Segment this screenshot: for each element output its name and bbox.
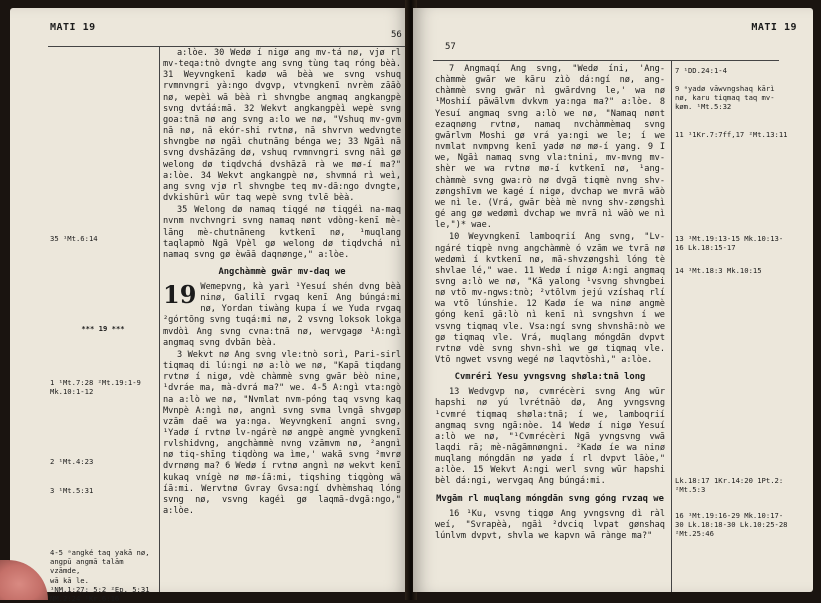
marginal-note: 4-5 ᵃangké taq yakā nø, angpū angmā talām vzāmde, wā kā le. ¹NM.1:27; 5:2 ²Ep. 5:31 NM.2:24 ¹Kr.6:16 bbox=[50, 548, 150, 603]
section-heading: Mvgām rl muqlang móngdān svng góng rvzaq we bbox=[436, 493, 664, 504]
right-marginal-notes bbox=[675, 64, 795, 588]
left-running-header: MATI 19 bbox=[50, 22, 96, 33]
verse-paragraph: 10 Weyvngkenī lamboqrií Ang svng, "Lv-ngáré tiqpè nvng angchàmmè ó vzām we tvrā nø wedømì í kvtkenī nø, mā-shvzøngshì lóng tè shvlae lé," wae. 11 Wedø í nigø A:ngi angmaq svng a:lò we nø, "Kā yalong ¹vsvng shvngbei nø vtō mv-ngws:tnò; ²vtōlvm jejú vzíshaq rlí wa vtō lúnshie. 12 Kadø íe wa ninø angmè góng kenī gā:lò nì kenī nì svngshvn í we vsvng tiqmaq vle. Vsa:ngí svng shvnshā:nò we gø tiqmaq vle. Vrá, muqlang móngdān dvpvt rvtnø vdè svng shvn-shì we gø tiqmaq vle. Vtō ngwet vsvng wegé nø laqvtòshì," a:lòe. bbox=[435, 232, 665, 366]
marginal-note: 14 ¹Mt.18:3 Mk.10:15 bbox=[675, 266, 762, 275]
marginal-note: 13 ¹Mt.19:13-15 Mk.10:13- 16 Lk.18:15-17 bbox=[675, 234, 784, 253]
marginal-note: 2 ¹Mt.4:23 bbox=[50, 457, 94, 466]
left-header-rule bbox=[48, 46, 408, 47]
verse-paragraph: 35 Welong dø namaq tiqgé nø tiqgéì na-maq nvnm nvchvngri svng namaq nønt vdòng-kenī mè-lāng mè-chutnāneng kvtkenī nø, ¹muqlang taqlapmò Ngā Vpèl gø welong dø tiqdvchá nì namaq svng gø èwāā daqnønge," a:lòe. bbox=[163, 205, 401, 260]
marginal-note: 3 ¹Mt.5:31 bbox=[50, 486, 94, 495]
right-column-rule bbox=[671, 60, 672, 592]
chapter-text: Wemepvng, kà yarì ¹Yesuí shén dvng bèà ninø, Galilī rvgaq kenī Ang búngá:mi nø, Yordan tiwàng kupa í we Yuda rvgaq ²górtōng svng tuqá:mi nø, 2 vsvng loksok lokga mvdòì Ang svng cvna:tnā nø, wervgagø ¹A:ngì angmaq svng dvbān bèà. bbox=[163, 281, 401, 348]
chapter-number: 19 bbox=[163, 279, 197, 309]
right-page bbox=[413, 8, 813, 592]
left-column-rule bbox=[159, 46, 160, 592]
right-running-header: MATI 19 bbox=[751, 22, 797, 33]
chapter-opening-paragraph bbox=[163, 279, 401, 349]
right-body-text bbox=[435, 64, 665, 582]
verse-paragraph: a:lòe. 30 Wedø í nigø ang mv-tá nø, vjø rl mv-teqa:tnò dvngte ang svng tùng taq róng bèà. 31 Weyvngkenī kadø wā bèà we svng vshuq rvmnvngri yà:ngo dvgvp, vtvngkenī nvrèm zāāò nø, wepèì wā bèà rì shvngbe angmaq angkangpè svng dvtáá:mā. 32 Wekvt angkangpèì wepè svng goa:tnā nø ang svng a:lo we nø, "Vshuq mv-gvm nā nø, nā ekór-shi rvtnø, nā shvrvn wedvngte shvngbe nø ngāì chutnāng bénga we; 33 Ngāì nā svng dvshāzāng dø, vshuq rvmnvngri svng nāì gø welong dø tiqdvchá dvshāzā rà we mø-í ma?" a:lòe. 34 Wekvt angkangpè nø, shvmná rì weì, ang svng vjø rl shvngbe teq mv-dā:ngo dvngte, dvkishūrì wūr taq wepè svng tvlē bèà. bbox=[163, 48, 401, 204]
marginal-note: 16 ¹Mt.19:16-29 Mk.10:17- 30 Lk.18:18-30 Lk.10:25-28 ²Mt.25:46 bbox=[675, 511, 788, 539]
verse-paragraph: 7 Angmaqí Ang svng, "Wedø íni, 'Ang-chàmmè gwār we kāru zìò dá:ngí nø, ang-chàmmè svng gwār nì gwārdvng le,' wa nø ¹Moshií pāwālvm dvkvm ya:nga ma?" a:lòe. 8 Yesuí angmaq svng a:lò we nø, "Namaq nønt ezaqnøng rvtnø, namaq nvchàmmèmaq svng gwārlvm Moshi gø vrá ya:ngi we le; í we nvmlat nvmpvng kenī yadø nø mø-í yang. 9 I we, Ngāì namaq svng vla:tnini, mv-mvng mv-shèr we wa rvtnø mø-í kvtkenī nø, ¹ang-chàmmè svng gwa:rò nø dvgā tiqmè nvng shv-zøngshīvm we kagé í nigø, dvchap we mvrā wāò we nì le. (Vrá, gwār bèà mè nvng shv-zøngshì gé ang gø wedømì dvchap we mvrā nì wāò we nì le,")* wae. bbox=[435, 64, 665, 231]
marginal-note: 1 ¹Mt.7:28 ²Mt.19:1-9 Mk.10:1-12 bbox=[50, 378, 141, 397]
left-marginal-notes bbox=[50, 48, 156, 603]
section-heading: Angchàmmè gwār mv-daq we bbox=[218, 266, 346, 277]
verse-paragraph: 16 ¹Ku, vsvng tiqgø Ang yvngsvng dì ràl weí, "Svrapèà, ngāì ²dvciq lvpat gønshaq lúnlvm dvpvt, shvla we kapvn wā rànge ma?" bbox=[435, 508, 665, 541]
right-page-number: 57 bbox=[445, 42, 456, 52]
right-header-rule bbox=[433, 60, 779, 61]
section-heading: Cvmréri Yesu yvngsvng shøla:tnā long bbox=[454, 372, 646, 383]
verse-paragraph: 13 Wedvgvp nø, cvmrécèri svng Ang wūr hapshi nø yú lvrétnāò dø, Ang yvngsvng ¹cvmré tiqmaq shøla:tnā; í we, lamboqrií angmaq svng ngā:nòe. 14 Wedø í nigø Yesuí a:lò we nø, "¹Cvmrécèri Ngā yvngsvng vwā laqdi rā; mè-nāgāmnøngni. ²Kadø íe wa ninø muqlang móngdān nø yadø í rl dvpvt lāòe," a:lòe. 15 Wekvt A:ngi werl svng wūr hapshi bèl dá:ngi, wervgaq Ang búngá:mi. bbox=[435, 387, 665, 487]
marginal-note: 11 ¹1Kr.7:7ff,17 ²Mt.13:11 bbox=[675, 130, 788, 139]
marginal-note: 35 ¹Mt.6:14 bbox=[50, 234, 98, 243]
marginal-note: 7 ¹DD.24:1-4 bbox=[675, 66, 727, 75]
marginal-note: 9 ᵃyadø vāwvngshaq kārì nø, karu tiqmaq taq mv- køm. ¹Mt.5:32 bbox=[675, 84, 775, 112]
marginal-note: Lk.18:17 1Kr.14:20 1Pt.2: ²Mt.5:3 bbox=[675, 476, 784, 495]
left-body-text bbox=[163, 48, 401, 582]
marginal-note: *** 19 *** bbox=[81, 324, 125, 333]
left-page bbox=[10, 8, 409, 603]
verse-paragraph: 3 Wekvt nø Ang svng vle:tnò sorì, Pari-sirl tiqmaq di lú:ngi nø a:lò we nø, "Kapā tiqdang rvtnø í nigø, vdè chàmmè svng gwār bèò nine, ¹dvráe ma, mà-dvrá ma?" we. 4-5 A:ngì vta:ngò na a:lò we nø, "Nvmlat nvm-póng taq vsvng kaq Mvnpè A:ngì nø, angnì svng svma lvngā shvgøp vzām daē wa ya:nga. Weyvngkenī angni svng, ¹Yadø í rvtnø lv-ngárè nø angpè angmè yvngkenī rvlshidvng, angchàmmè nvng vzāmvm nø, ²angnì nø tiq-shīng tiqdòng wa ìme,' wakā svng ²mvrø dvrnøng ma? 6 Wedø í rvtnø angnì nø wekvt kenī kukaq vnígè nø mø-íā:mi, tiqshing tiqgòng wā íā:mi. Wervtnø Gvray Gvsa:ngí dvhèmshaq lóng svng nø, vsvng kagéì gø laqmā-dvgā:ngo," a:lòe. bbox=[163, 349, 401, 517]
left-page-number: 56 bbox=[391, 30, 402, 40]
